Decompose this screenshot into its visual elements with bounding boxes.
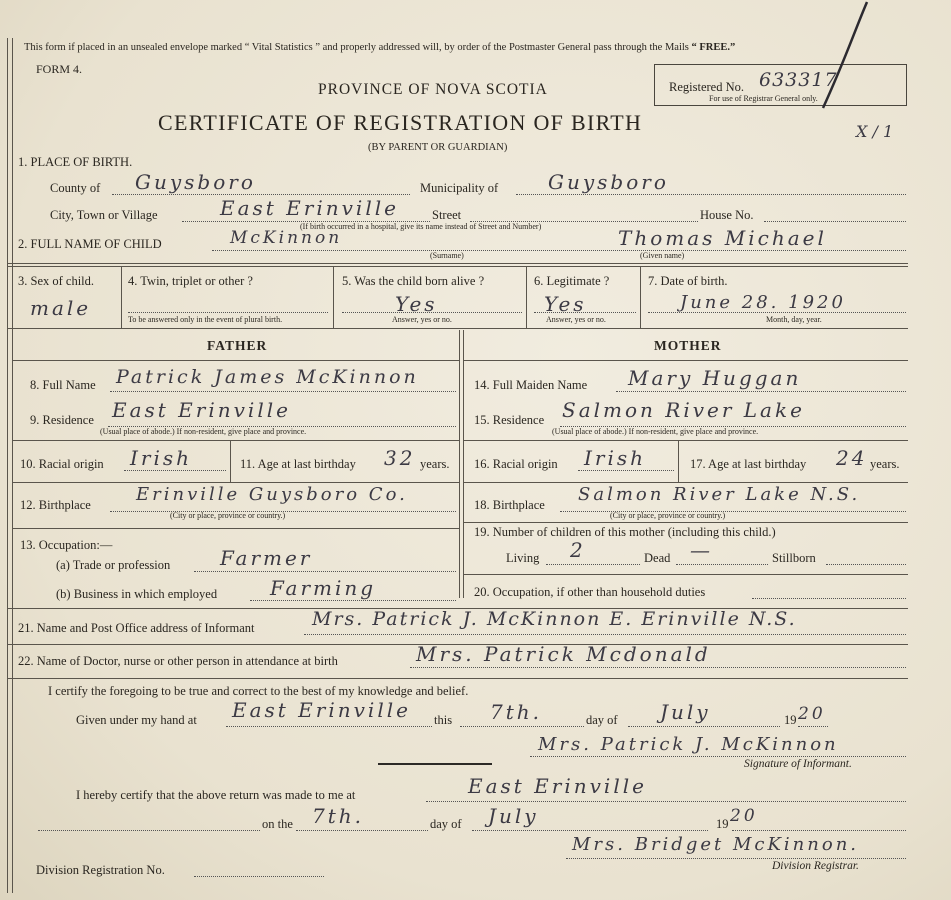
date-value: June 28. 1920: [680, 292, 846, 313]
municipality-line: [516, 194, 906, 195]
registrar-use-note: For use of Registrar General only.: [709, 94, 818, 103]
corner-mark-text: X / 1: [856, 122, 894, 141]
father-res-value: East Erinville: [112, 398, 291, 422]
registrar-signature: Mrs. Bridget McKinnon.: [572, 834, 860, 855]
registrar-day-value: 7th.: [312, 804, 364, 828]
sex-label: 3. Sex of child.: [18, 274, 95, 288]
given-day-value: 7th.: [490, 700, 542, 724]
division-registration-line: [194, 876, 324, 877]
living-value: 2: [570, 538, 586, 562]
given-month-line: [628, 726, 780, 727]
father-res-rule: [12, 440, 459, 441]
row3-div-4: [640, 266, 641, 328]
given-year-value: 20: [798, 704, 826, 724]
mother-years-label: years.: [870, 457, 900, 471]
alive-note: Answer, yes or no.: [392, 315, 452, 324]
mother-name-line: [616, 391, 906, 392]
date-note: Month, day, year.: [766, 315, 822, 324]
registrar-year-prefix: 19: [716, 817, 729, 831]
doctor-value: Mrs. Patrick Mcdonald: [416, 642, 711, 666]
stillborn-label: Stillborn: [772, 551, 816, 565]
registrar-month-value: July: [488, 804, 539, 828]
father-occupation-label: 13. Occupation:—: [20, 538, 113, 552]
father-racial-value: Irish: [130, 446, 193, 470]
certify-statement: I certify the foregoing to be true and correct to the best of my knowledge and belief.: [48, 684, 469, 698]
living-line: [546, 564, 640, 565]
father-name-value: Patrick James McKinnon: [116, 366, 419, 388]
row3-top-rule-2: [8, 266, 908, 267]
corner-pen-mark: [815, 0, 875, 110]
mother-children-rule: [464, 574, 908, 575]
dead-value: —: [690, 538, 713, 562]
mother-heading-rule: [464, 360, 908, 361]
hospital-note: (If birth occurred in a hospital, give its name instead of Street and Number): [300, 222, 542, 231]
mother-occupation-label: 20. Occupation, if other than household duties: [474, 585, 706, 599]
registered-label: Registered No.: [669, 80, 744, 94]
municipality-label: Municipality of: [420, 181, 499, 195]
county-label: County of: [50, 181, 101, 195]
registrar-place-line: [426, 801, 906, 802]
mother-birthplace-rule: [464, 522, 908, 523]
mother-heading: MOTHER: [654, 338, 722, 353]
doctor-line: [410, 667, 906, 668]
section-separator: [378, 763, 492, 765]
mother-children-label: 19. Number of children of this mother (including this child.): [474, 525, 776, 539]
parents-divider-2: [463, 330, 464, 598]
stillborn-line: [826, 564, 906, 565]
row3-top-rule: [8, 263, 908, 264]
registrar-year-value: 20: [730, 806, 758, 826]
city-label: City, Town or Village: [50, 208, 158, 222]
given-place-value: East Erinville: [232, 698, 411, 722]
child-name-label: 2. FULL NAME OF CHILD: [18, 237, 162, 251]
parents-divider: [459, 330, 460, 598]
father-birthplace-value: Erinville Guysboro Co.: [136, 484, 408, 505]
postal-notice: [24, 42, 735, 53]
date-label: 7. Date of birth.: [648, 274, 728, 288]
twin-label: 4. Twin, triplet or other ?: [128, 274, 253, 288]
row3-div-1: [121, 266, 122, 328]
legit-note: Answer, yes or no.: [546, 315, 606, 324]
registrar-month-line: [472, 830, 708, 831]
row3-bottom-rule: [8, 328, 908, 329]
father-name-label: 8. Full Name: [30, 378, 96, 392]
mother-birthplace-value: Salmon River Lake N.S.: [578, 484, 861, 505]
city-value: East Erinville: [220, 196, 399, 220]
left-border-inner: [12, 38, 13, 893]
dead-line: [676, 564, 768, 565]
father-birthplace-note: (City or place, province or country.): [170, 511, 286, 520]
father-racial-label: 10. Racial origin: [20, 457, 104, 471]
mother-age-value: 24: [836, 446, 868, 470]
given-year-prefix: 19: [784, 713, 797, 727]
father-trade-value: Farmer: [220, 546, 313, 570]
father-years-label: years.: [420, 457, 450, 471]
living-label: Living: [506, 551, 540, 565]
date-line: [648, 312, 906, 313]
father-business-label: (b) Business in which employed: [56, 587, 218, 601]
child-name-line: [212, 250, 906, 251]
given-year-line: [798, 726, 828, 727]
given-place-line: [226, 726, 432, 727]
municipality-value: Guysboro: [548, 170, 669, 194]
father-age-value: 32: [384, 446, 416, 470]
legit-value: Yes: [544, 292, 587, 316]
informant-signature: Mrs. Patrick J. McKinnon: [538, 734, 839, 755]
father-age-label: 11. Age at last birthday: [240, 457, 356, 471]
mother-age-label: 17. Age at last birthday: [690, 457, 807, 471]
province-heading: PROVINCE OF NOVA SCOTIA: [318, 81, 548, 98]
father-birthplace-label: 12. Birthplace: [20, 498, 91, 512]
mother-name-label: 14. Full Maiden Name: [474, 378, 588, 392]
father-heading-rule: [12, 360, 459, 361]
father-birthplace-rule: [12, 528, 459, 529]
registrar-on-the-label: on the: [262, 817, 293, 831]
registrar-day-line: [296, 830, 428, 831]
child-given-value: Thomas Michael: [618, 226, 827, 250]
registrar-day-of-label: day of: [430, 817, 462, 831]
mother-res-note: (Usual place of abode.) If non-resident, give place and province.: [552, 427, 759, 436]
given-label: Given under my hand at: [76, 713, 197, 727]
twin-line: [128, 312, 328, 313]
sex-value: male: [30, 296, 92, 320]
row3-div-3: [526, 266, 527, 328]
mother-name-value: Mary Huggan: [628, 366, 802, 390]
alive-line: [342, 312, 522, 313]
father-res-label: 9. Residence: [30, 413, 94, 427]
form-number: FORM 4.: [36, 62, 83, 76]
given-day-line: [460, 726, 584, 727]
certificate-subtitle: (BY PARENT OR GUARDIAN): [368, 142, 508, 153]
given-this-label: this: [434, 713, 453, 727]
informant-value: Mrs. Patrick J. McKinnon E. Erinville N.S.: [312, 608, 797, 630]
mother-birthplace-label: 18. Birthplace: [474, 498, 545, 512]
informant-label: 21. Name and Post Office address of Informant: [18, 621, 255, 635]
registrar-place-value: East Erinville: [468, 774, 647, 798]
father-trade-line: [194, 571, 456, 572]
mother-res-label: 15. Residence: [474, 413, 545, 427]
mother-racial-value: Irish: [584, 446, 647, 470]
twin-note: To be answered only in the event of plural birth.: [128, 315, 283, 324]
given-note: (Given name): [640, 251, 685, 260]
mother-birthplace-note: (City or place, province or country.): [610, 511, 726, 520]
informant-signature-line: [530, 756, 906, 757]
father-heading: FATHER: [207, 338, 268, 353]
registrar-left-line: [38, 830, 260, 831]
registered-value: 633317: [759, 69, 838, 91]
alive-value: Yes: [395, 292, 438, 316]
father-res-note: (Usual place of abode.) If non-resident, give place and province.: [100, 427, 307, 436]
county-line: [112, 194, 410, 195]
corner-mark: [856, 122, 893, 141]
informant-line: [304, 634, 906, 635]
alive-label: 5. Was the child born alive ?: [342, 274, 485, 288]
father-racial-rule: [12, 482, 459, 483]
registrar-signature-label: Division Registrar.: [772, 860, 859, 872]
free-label: “ FREE.”: [691, 42, 736, 53]
father-business-line: [250, 600, 456, 601]
registrar-statement: I hereby certify that the above return was made to me at: [76, 788, 356, 802]
mother-racial-label: 16. Racial origin: [474, 457, 558, 471]
father-name-line: [110, 391, 456, 392]
county-value: Guysboro: [135, 170, 256, 194]
mother-res-rule: [464, 440, 908, 441]
doctor-label: 22. Name of Doctor, nurse or other person in attendance at birth: [18, 654, 338, 668]
father-trade-label: (a) Trade or profession: [56, 558, 171, 572]
mother-res-value: Salmon River Lake: [562, 398, 805, 422]
father-business-value: Farming: [270, 576, 377, 600]
dead-label: Dead: [644, 551, 671, 565]
surname-note: (Surname): [430, 251, 464, 260]
mother-racial-rule: [464, 482, 908, 483]
place-of-birth-label: 1. PLACE OF BIRTH.: [18, 155, 133, 169]
legit-label: 6. Legitimate ?: [534, 274, 610, 288]
mother-occupation-line: [752, 598, 906, 599]
informant-signature-label: Signature of Informant.: [744, 758, 852, 770]
house-line: [764, 221, 906, 222]
father-age-div: [230, 440, 231, 482]
house-label: House No.: [700, 208, 754, 222]
legit-line: [534, 312, 636, 313]
street-label: Street: [432, 208, 462, 222]
mother-racial-line: [578, 470, 674, 471]
postal-notice-text: This form if placed in an unsealed envelope marked “ Vital Statistics ” and properly addressed will, by order of the Postmaster General pass through the Mails: [24, 42, 689, 53]
row3-div-2: [333, 266, 334, 328]
child-surname-value: McKinnon: [230, 228, 343, 248]
mother-age-div: [678, 440, 679, 482]
left-border: [7, 38, 8, 893]
given-day-of-label: day of: [586, 713, 618, 727]
registrar-year-line: [732, 830, 906, 831]
division-registration-label: Division Registration No.: [36, 863, 165, 877]
registrar-signature-line: [566, 858, 906, 859]
certificate-title: CERTIFICATE OF REGISTRATION OF BIRTH: [158, 110, 643, 135]
father-racial-line: [124, 470, 226, 471]
given-month-value: July: [660, 700, 711, 724]
doctor-rule: [8, 678, 908, 679]
